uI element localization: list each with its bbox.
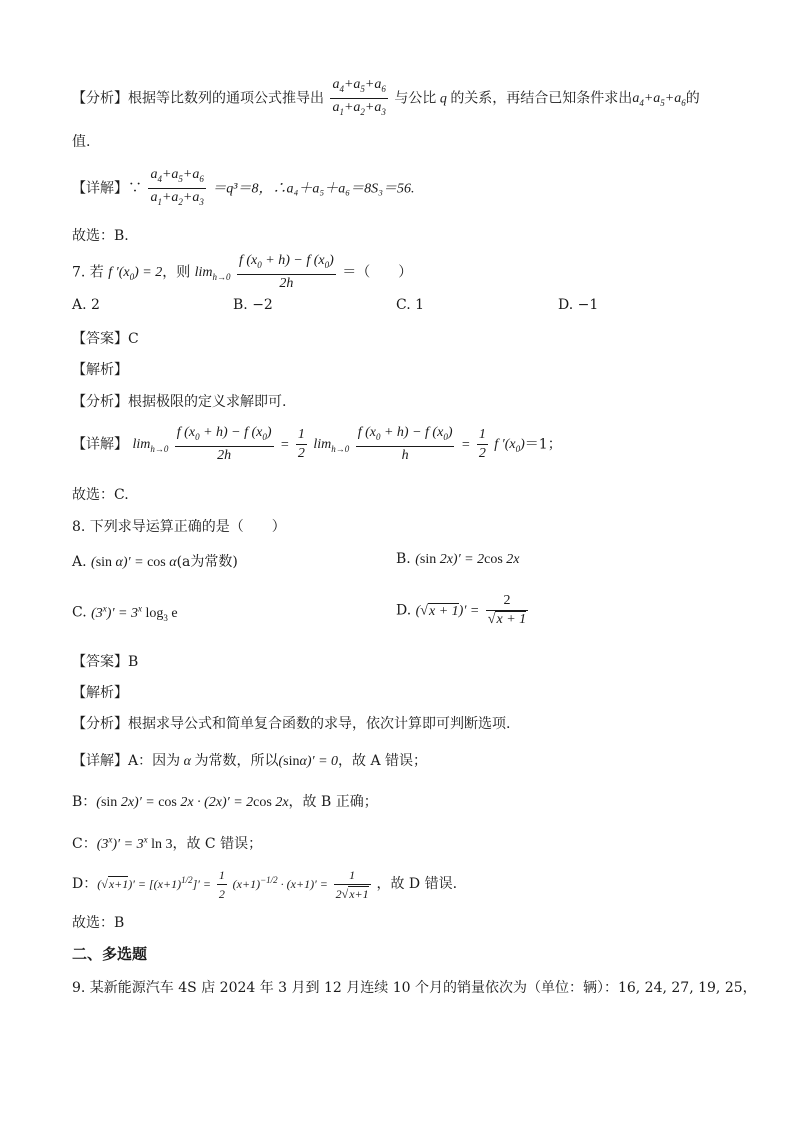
- question-7-stem: 7. 若 f $'(x_0) = 2$，则 $\lim_{h\to 0}$ $\frac{f (x_0 + h) - f (x_0)}{2h}$ ＝（ ）: [72, 253, 413, 291]
- ratio-fraction-2: $\frac{a_4+a_5+a_6}{a_1+a_2+a_3}$: [150, 167, 204, 207]
- option-8-d: D. (√x + 1)′ = $\frac{2}{√x + 1}$: [396, 593, 527, 627]
- detail-6-line: 【详解】∵ $\frac{a_4+a_5+a_6}{a_1+a_2+a_3}$ ＝q³＝8，∴a₄＋a₅＋a₆＝8S₃＝56.: [72, 166, 414, 211]
- analysis-tag: 【分析】: [72, 90, 128, 107]
- option-7-c: C. 1: [396, 297, 425, 313]
- choose-8: 故选：B: [72, 915, 125, 931]
- limit-fraction-q7: $\frac{f (x_0 + h) - f (x_0)}{2h}$: [239, 253, 334, 291]
- detail-7-line: 【详解】 $\lim_{h\to 0}$ $\frac{f (x_0 + h) - f (x_0)}{2h}$ = $\frac{1}{2}$ $\lim_{h\to 0}$ $\frac{f (x_0 + h) - f (x_0)}{h}$ = $\frac{1}{2}$ f $'(x_0)=1$；: [72, 425, 562, 463]
- analysis-7: 【分析】根据极限的定义求解即可.: [72, 394, 287, 410]
- detail-8-c: C：$(3^x)' = 3^x$ ln 3，故 C 错误；: [72, 834, 263, 852]
- detail-8-a: 【详解】A：因为 α 为常数，所以(sinα)′ = 0，故 A 错误；: [72, 753, 428, 769]
- choose-6: 故选：B.: [72, 228, 129, 244]
- analysis-6-line: 【分析】根据等比数列的通项公式推导出 $\frac{a_4+a_5+a_6}{a_1+a_2+a_3}$ 与公比 q 的关系，再结合已知条件求出$a_4+a_5+a_6$的: [72, 76, 700, 121]
- option-7-d: D. −1: [558, 297, 599, 313]
- option-8-a: A. (sin α)′ = cos α(a为常数): [72, 554, 238, 570]
- choose-7: 故选：C.: [72, 487, 129, 503]
- explain-8: 【解析】: [72, 685, 128, 701]
- question-8-stem: 8. 下列求导运算正确的是（ ）: [72, 519, 286, 535]
- explain-7: 【解析】: [72, 362, 128, 378]
- detail-6-result: ＝q³＝8，∴a₄＋a₅＋a₆＝8S₃＝56.: [212, 181, 415, 197]
- option-7-a: A. 2: [72, 297, 100, 313]
- detail-8-b: B：(sin 2x)′ = cos 2x · (2x)′ = 2cos 2x，故 B 正确；: [72, 794, 378, 810]
- analysis-6-line-2: 值.: [72, 134, 91, 150]
- ratio-fraction: $\frac{a_4+a_5+a_6}{a_1+a_2+a_3}$: [332, 77, 386, 117]
- analysis-8: 【分析】根据求导公式和简单复合函数的求导，依次计算即可判断选项.: [72, 716, 511, 732]
- option-8-b: B. (sin 2x)′ = 2cos 2x: [396, 551, 520, 567]
- option-8-c: C. $(3^x)' = 3^x$ $\log_3 e$: [72, 603, 178, 623]
- detail-8-d: D：$(√x+1)' = [(x+1)^{1/2}]'$ = $\frac{1}{2}$ $(x+1)^{-1/2} \cdot (x+1)'$ = $\frac{1}{2√x+1}$ ，故 D 错误.: [72, 868, 458, 901]
- analysis-text: 根据等比数列的通项公式推导出: [128, 90, 324, 107]
- answer-8: 【答案】B: [72, 654, 139, 670]
- option-7-b: B. −2: [233, 297, 273, 313]
- question-9-stem: 9. 某新能源汽车 4S 店 2024 年 3 月到 12 月连续 10 个月的销量依次为（单位：辆）：16, 24, 27, 19, 25，: [72, 980, 757, 996]
- answer-7: 【答案】C: [72, 331, 139, 347]
- section-heading-multiple-choice: 二、多选题: [72, 945, 148, 963]
